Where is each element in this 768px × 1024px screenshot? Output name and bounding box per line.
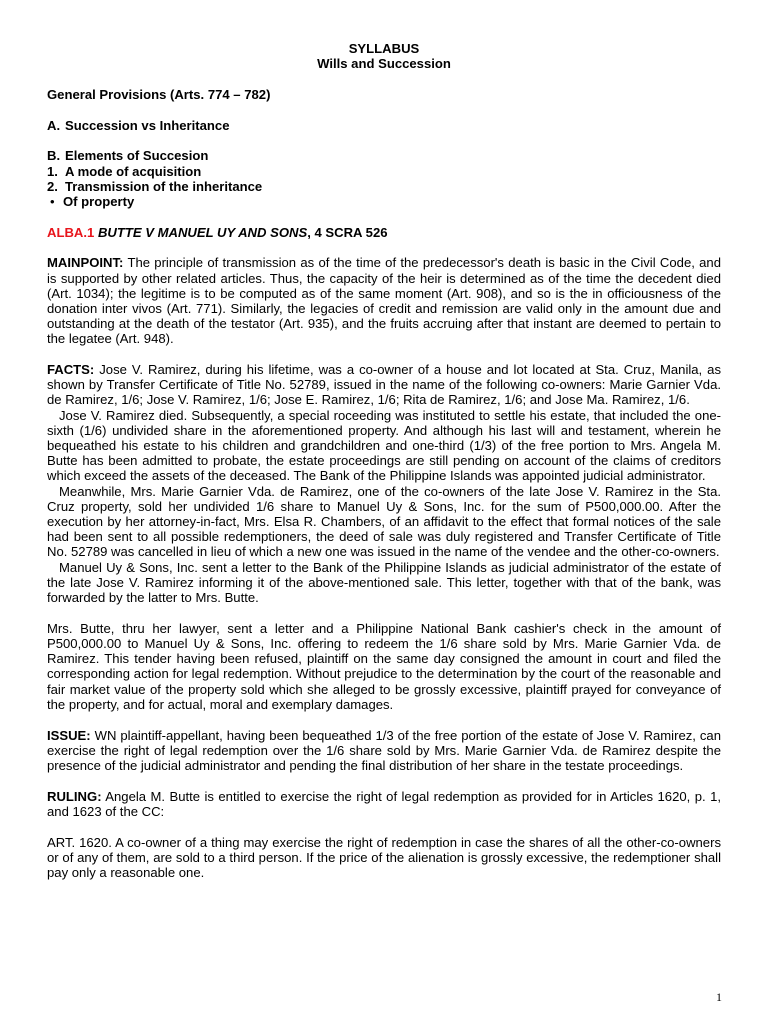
issue-paragraph: ISSUE: WN plaintiff-appellant, having been bequeathed 1/3 of the free portion of the estate of Jose V. Ramirez, can exercise the right of legal redemption over the 1/6 share sold by Mrs. Marie Garnier Vda. de Ramirez despite the presence of the judicial administrator and pending the final distribution of her share in the testate proceedings. xyxy=(47,727,721,773)
ruling-paragraph: RULING: Angela M. Butte is entitled to exercise the right of legal redemption as provided for in Articles 1620, p. 1, and 1623 of the CC: xyxy=(47,788,721,819)
syllabus-title: SYLLABUS xyxy=(348,41,420,56)
facts-paragraph-4: Manuel Uy & Sons, Inc. sent a letter to the Bank of the Philippine Islands as judicial administrator of the estate of the late Jose V. Ramirez informing it of the above-mentioned sale. This letter, together with that of the bank, was forwarded by the latter to Mrs. Butte. xyxy=(47,559,721,606)
case-heading xyxy=(47,225,721,240)
section-a-text: Succession vs Inheritance xyxy=(65,117,230,133)
article-paragraph: ART. 1620. A co-owner of a thing may exercise the right of redemption in case the shares of all the other-co-owners or of any of them, are sold to a third person. If the price of the alienation is grossly excessive, the redemptioner shall pay only a reasonable one. xyxy=(47,834,721,880)
section-a-letter: A. xyxy=(47,117,61,133)
section-b-letter: B. xyxy=(47,148,61,164)
list-item: 2. Transmission of the inheritance xyxy=(47,178,263,194)
case-title: BUTTE V MANUEL UY AND SONS xyxy=(97,224,308,240)
facts-paragraph-3: Meanwhile, Mrs. Marie Garnier Vda. de Ramirez, one of the co-owners of the late Jose V. Ramirez in the Sta. Cruz property, sold her undivided 1/6 share to Manuel Uy & Sons, Inc. for the sum of P500,000.00. After the execution by her attorney-in-fact, Mrs. Elsa R. Chambers, of an affidavit to the effect that formal notices of the sale had been sent to all possible redemptioners, the deed of sale was duly registered and Transfer Certificate of Title No. 52789 was cancelled in lieu of which a new one was issued in the name of the vendee and the other-co-owners. xyxy=(47,483,721,560)
section-b-text: Elements of Succesion xyxy=(65,148,209,164)
case-code: ALBA.1 xyxy=(47,224,95,240)
general-provisions-heading: General Provisions (Arts. 774 – 782) xyxy=(47,86,271,102)
facts-paragraph-2: Jose V. Ramirez died. Subsequently, a special roceeding was instituted to settle his estate, that included the one-sixth (1/6) undivided share in the aforementioned property. And although his last will and testament, wherein he bequeathed his estate to his children and grandchildren and one-third (1/3) of the free portion to Mrs. Angela M. Butte has been admitted to probate, the estate proceedings are still pending on account of the claims of creditors which exceed the assets of the deceased. The Bank of the Philippine Islands was appointed judicial administrator. xyxy=(47,407,721,484)
mainpoint-paragraph: MAINPOINT: The principle of transmission as of the time of the predecessor's death is basic in the Civil Code, and is supported by other related articles. Thus, the capacity of the heir is determined as of the time the decedent died (Art. 1034); the legitime is to be computed as of the same moment (Art. 908), and so is the in officiousness of the donation inter vivos (Art. 771). Similarly, the legacies of credit and remission are valid only in the amount due and outstanding at the death of the testator (Art. 935), and the fruits accruing after that instant are deemed to pertain to the legatee (Art. 948). xyxy=(47,255,721,347)
facts-paragraph: FACTS: Jose V. Ramirez, during his lifetime, was a co-owner of a house and lot located at Sta. Cruz, Manila, as shown by Transfer Certificate of Title No. 52789, issued in the name of the following co-owners: Marie Garnier Vda. de Ramirez, 1/6; Jose V. Ramirez, 1/6; Jose E. Ramirez, 1/6; Rita de Ramirez, 1/6; and Jose Ma. Ramirez, 1/6. xyxy=(47,362,721,408)
facts-paragraph-5: Mrs. Butte, thru her lawyer, sent a letter and a Philippine National Bank cashier's check in the amount of P500,000.00 to Manuel Uy & Sons, Inc. offering to redeem the 1/6 share sold by Mrs. Marie Garnier Vda. de Ramirez. This tender having been refused, plaintiff on the same day consigned the amount in court and filed the corresponding action for legal redemption. Without prejudice to the determination by the court of the reasonable and fair market value of the property sold which she alleged to be grossly excessive, plaintiff prayed for conveyance of the property, and for actual, moral and exemplary damages. xyxy=(47,620,721,712)
bullet-icon: • xyxy=(50,193,55,209)
bullet-item: • Of property xyxy=(50,193,135,209)
syllabus-subtitle: Wills and Succession xyxy=(317,56,451,72)
case-citation: , 4 SCRA 526 xyxy=(307,224,388,240)
page-number: 1 xyxy=(716,989,722,1004)
section-a xyxy=(47,118,721,133)
list-item: 1. A mode of acquisition xyxy=(47,163,202,179)
section-b xyxy=(47,148,721,163)
